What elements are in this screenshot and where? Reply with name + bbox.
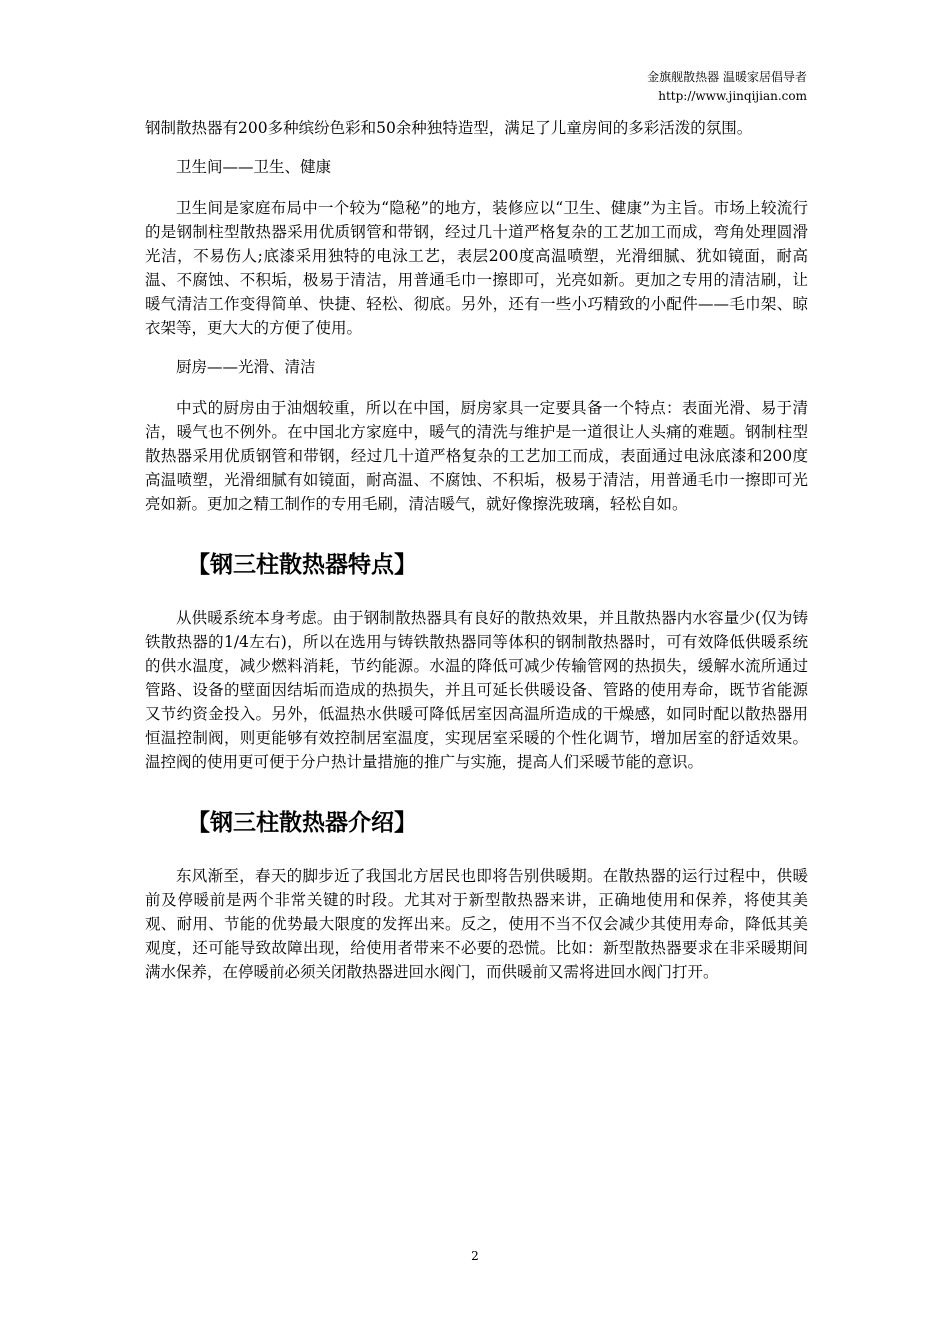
page-header	[647, 68, 807, 106]
paragraph-kitchen: 中式的厨房由于油烟较重，所以在中国，厨房家具一定要具备一个特点：表面光滑、易于清洁，暖气也不例外。在中国北方家庭中，暖气的清洗与维护是一道很让人头痛的难题。钢制柱型散热器采用优质钢管和带钢，经过几十道严格复杂的工艺加工而成，表面通过电泳底漆和200度高温喷塑，光滑细腻有如镜面，耐高温、不腐蚀、不积垢，极易于清洁，用普通毛巾一擦即可光亮如新。更加之精工制作的专用毛刷，清洁暖气，就好像擦洗玻璃，轻松自如。	[145, 399, 808, 513]
paragraph-bathroom: 卫生间是家庭布局中一个较为“隐秘”的地方，装修应以“卫生、健康”为主旨。市场上较流行的是钢制柱型散热器采用优质钢管和带钢，经过几十道严格复杂的工艺加工而成，弯角处理圆滑光洁，不易伤人;底漆采用独特的电泳工艺，表层200度高温喷塑，光滑细腻、犹如镜面，耐高温、不腐蚀、不积垢，极易于清洁，用普通毛巾一擦即可，光亮如新。更加之专用的清洁刷，让暖气清洁工作变得简单、快捷、轻松、彻底。另外，还有一些小巧精致的小配件——毛巾架、晾衣架等，更大大的方便了使用。	[145, 199, 808, 337]
paragraph-intro: 钢制散热器有200多种缤纷色彩和50余种独特造型，满足了儿童房间的多彩活泼的氛围。	[145, 119, 753, 137]
subheading-bathroom: 卫生间——卫生、健康	[176, 158, 332, 176]
paragraph-introduction: 东风渐至，春天的脚步近了我国北方居民也即将告别供暖期。在散热器的运行过程中，供暖前及停暖前是两个非常关键的时段。尤其对于新型散热器来讲，正确地使用和保养，将使其美观、耐用、节能的优势最大限度的发挥出来。反之，使用不当不仅会减少其使用寿命，降低其美观度，还可能导致故障出现，给使用者带来不必要的恐慌。比如：新型散热器要求在非采暖期间满水保养，在停暖前必须关闭散热器进回水阀门，而供暖前又需将进回水阀门打开。	[145, 867, 808, 981]
header-website-url: http://www.jinqijian.com	[658, 89, 807, 103]
header-company-slogan: 金旗舰散热器 温暖家居倡导者	[647, 70, 807, 84]
heading-introduction: 【钢三柱散热器介绍】	[187, 810, 417, 836]
heading-features: 【钢三柱散热器特点】	[187, 552, 417, 578]
page-number: 2	[471, 1249, 479, 1263]
paragraph-features: 从供暖系统本身考虑。由于钢制散热器具有良好的散热效果，并且散热器内水容量少(仅为铸铁散热器的1/4左右)，所以在选用与铸铁散热器同等体积的钢制散热器时，可有效降低供暖系统的供水温度，减少燃料消耗，节约能源。水温的降低可减少传输管网的热损失，缓解水流所通过管路、设备的壁面因结垢而造成的热损失，并且可延长供暖设备、管路的使用寿命，既节省能源又节约资金投入。另外，低温热水供暖可降低居室因高温所造成的干燥感，如同时配以散热器用恒温控制阀，则更能够有效控制居室温度，实现居室采暖的个性化调节，增加居室的舒适效果。温控阀的使用更可便于分户热计量措施的推广与实施，提高人们采暖节能的意识。	[145, 609, 808, 771]
subheading-kitchen: 厨房——光滑、清洁	[176, 358, 316, 376]
document-body	[145, 116, 808, 999]
